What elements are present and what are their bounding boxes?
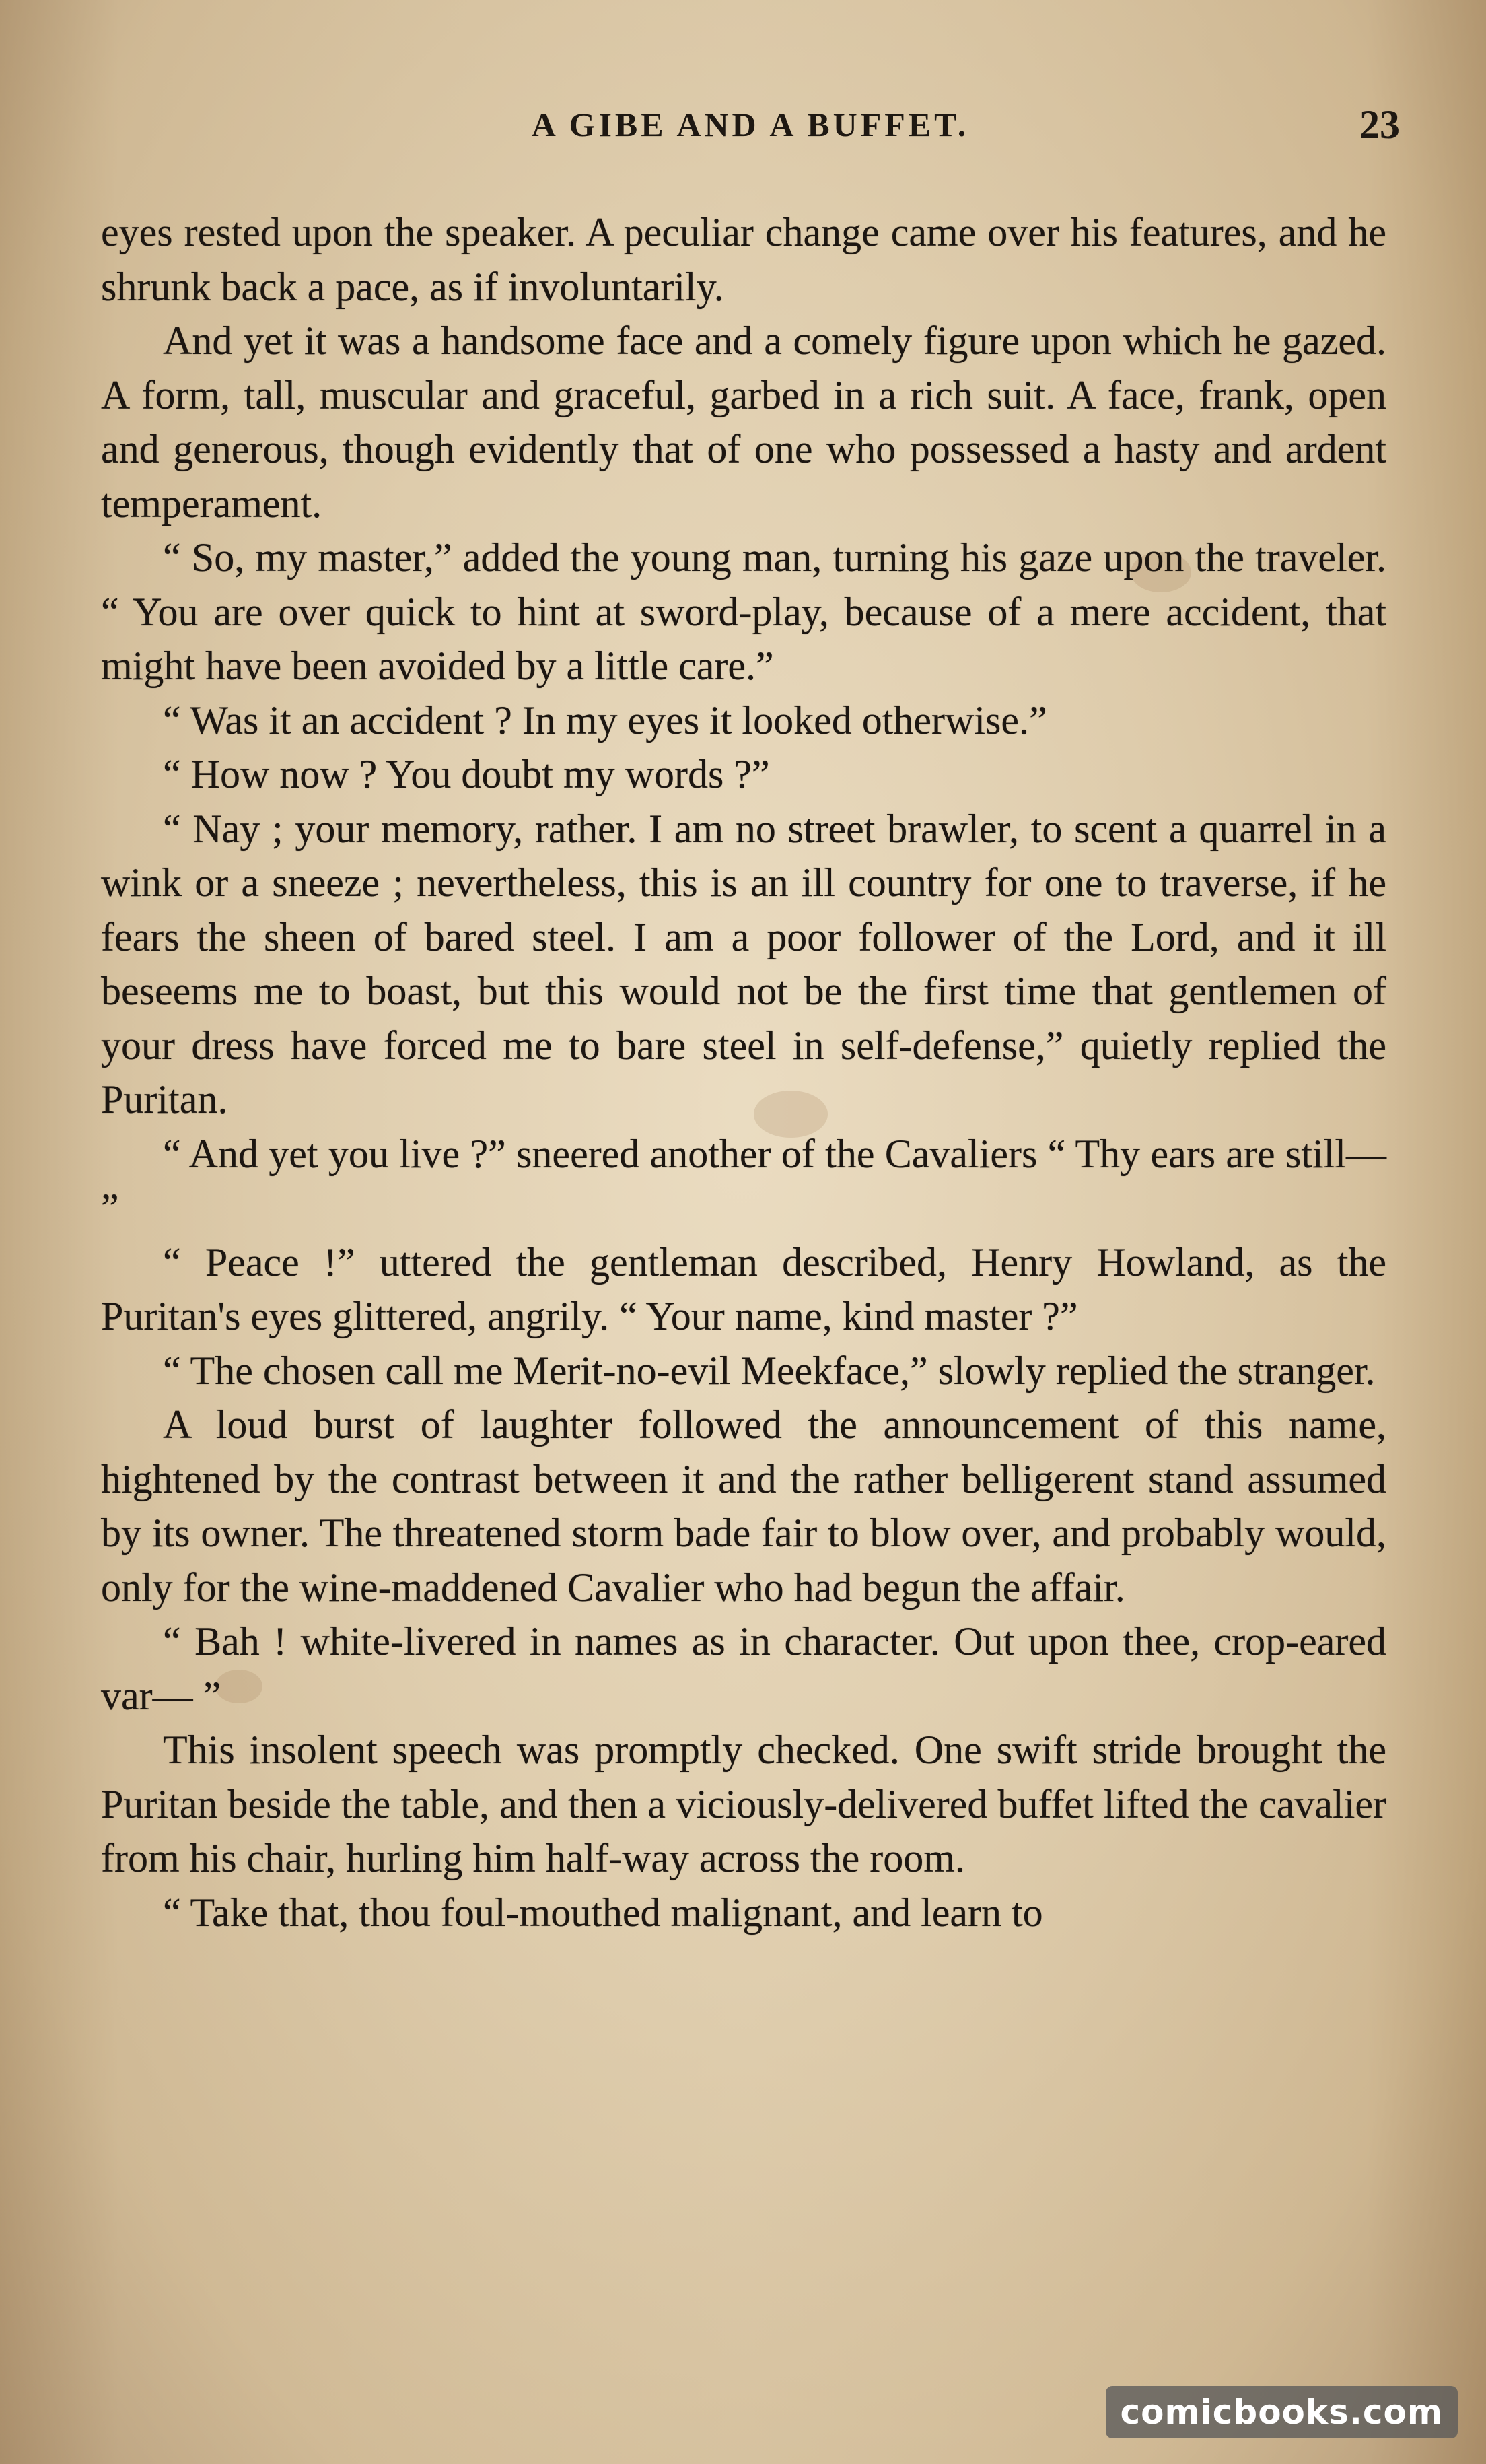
paragraph: “ So, my master,” added the young man, turning his gaze upon the traveler. “ You are over quick to hint at sword-play, because of a mere accident, that might have been avoided by a little care.” [101, 535, 1386, 688]
running-title: A GIBE AND A BUFFET. [531, 106, 970, 143]
paragraph: “ Nay ; your memory, rather. I am no street brawler, to scent a quarrel in a wink or a sneeze ; nevertheless, this is an ill country for one to traverse, if he fears the sheen of bared steel. I am a poor follower of the Lord, and it ill beseems me to boast, but this would not be the first time that gentlemen of your dress have forced me to bare steel in self-defense,” quietly replied the Puritan. [101, 806, 1386, 1122]
paragraph: This insolent speech was promptly checked. One swift stride brought the Puritan beside the table, and then a viciously-delivered buffet lifted the cavalier from his chair, hurling him half-way across the room. [101, 1727, 1386, 1880]
paragraph: “ Bah ! white-livered in names as in character. Out upon thee, crop-eared var— ” [101, 1619, 1386, 1718]
paragraph: “ The chosen call me Merit-no-evil Meekface,” slowly replied the stranger. [163, 1348, 1376, 1393]
paragraph: “ How now ? You doubt my words ?” [163, 752, 770, 796]
paragraph: And yet it was a handsome face and a comely figure upon which he gazed. A form, tall, muscular and graceful, garbed in a rich suit. A face, frank, open and generous, though evidently that of one who possessed a hasty and ardent temperament. [101, 318, 1386, 526]
paragraph: A loud burst of laughter followed the announcement of this name, hightened by the contrast between it and the rather belligerent stand assumed by its owner. The threatened storm bade fair to blow over, and probably would, only for the wine-maddened Cavalier who had begun the affair. [101, 1402, 1386, 1610]
page-number: 23 [1359, 102, 1400, 147]
paragraph: “ Peace !” uttered the gentleman described, Henry Howland, as the Puritan's eyes glittered, angrily. “ Your name, kind master ?” [101, 1239, 1386, 1338]
body-text [101, 205, 1386, 1940]
paragraph: “ Was it an accident ? In my eyes it looked otherwise.” [163, 697, 1047, 743]
paragraph: “ And yet you live ?” sneered another of the Cavaliers “ Thy ears are still— ” [101, 1131, 1386, 1230]
paragraph: “ Take that, thou foul-mouthed malignant, and learn to [163, 1890, 1043, 1935]
running-header [101, 101, 1400, 148]
watermark: comicbooks.com [1106, 2386, 1458, 2438]
paragraph: eyes rested upon the speaker. A peculiar change came over his features, and he shrunk back a pace, as if involuntarily. [101, 210, 1386, 309]
